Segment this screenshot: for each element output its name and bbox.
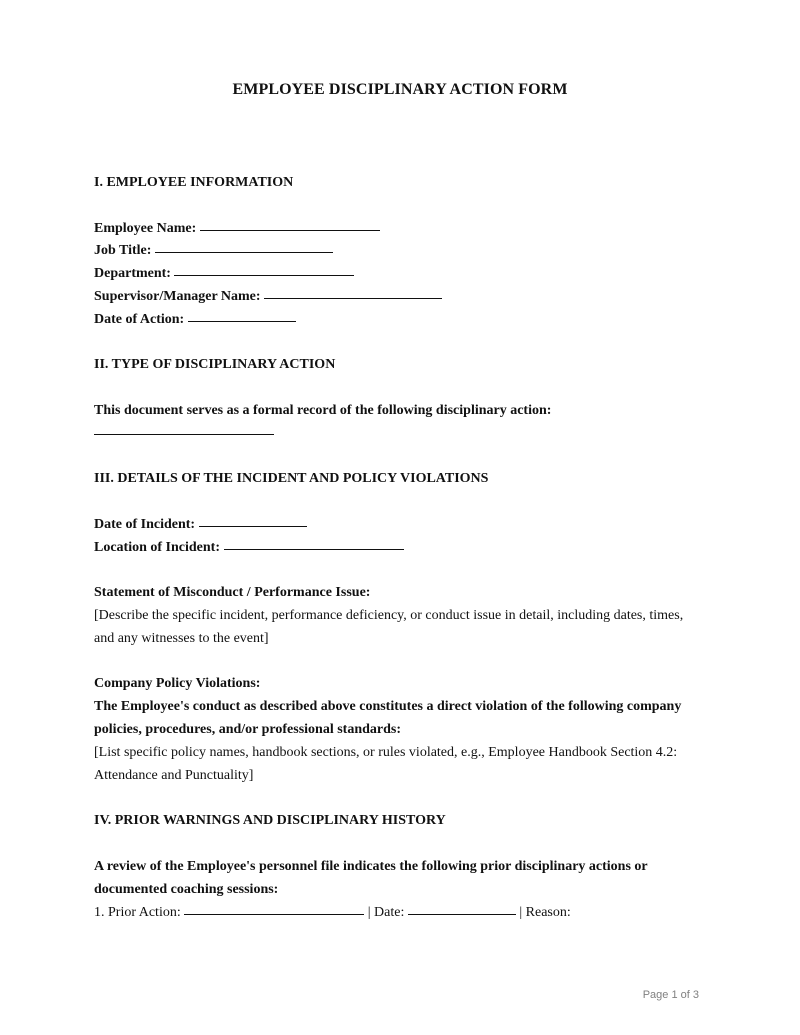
section-3-heading: III. DETAILS OF THE INCIDENT AND POLICY VIOLATIONS xyxy=(94,471,489,486)
policy-heading: Company Policy Violations: xyxy=(94,676,261,691)
employee-name-label: Employee Name: xyxy=(94,221,197,236)
employee-name-row xyxy=(94,220,380,238)
department-label: Department: xyxy=(94,266,171,281)
disciplinary-action-field[interactable] xyxy=(94,433,274,435)
date-of-action-field[interactable] xyxy=(188,320,296,322)
date-of-incident-field[interactable] xyxy=(199,525,307,527)
date-of-incident-label: Date of Incident: xyxy=(94,517,196,532)
prior-action-field[interactable] xyxy=(184,913,364,915)
prior-reason-label: | Reason: xyxy=(519,905,571,920)
policy-statement-line-2: policies, procedures, and/or professional standards: xyxy=(94,722,402,737)
prior-action-label: 1. Prior Action: xyxy=(94,905,181,920)
job-title-row xyxy=(94,242,333,260)
job-title-field[interactable] xyxy=(155,251,333,253)
department-row xyxy=(94,265,354,283)
job-title-label: Job Title: xyxy=(94,243,152,258)
location-of-incident-row xyxy=(94,539,404,557)
date-of-incident-row xyxy=(94,516,307,534)
misconduct-heading: Statement of Misconduct / Performance Issue: xyxy=(94,585,371,600)
supervisor-field[interactable] xyxy=(264,297,442,299)
form-title: EMPLOYEE DISCIPLINARY ACTION FORM xyxy=(232,81,568,98)
policy-text-line-2: Attendance and Punctuality] xyxy=(94,768,254,783)
location-of-incident-label: Location of Incident: xyxy=(94,540,220,555)
prior-action-row xyxy=(94,904,571,922)
review-line-2: documented coaching sessions: xyxy=(94,882,279,897)
date-of-action-row xyxy=(94,311,296,329)
location-of-incident-field[interactable] xyxy=(224,548,404,550)
misconduct-text-line-1: [Describe the specific incident, performance deficiency, or conduct issue in detail, including dates, times, xyxy=(94,608,684,623)
section-1-heading: I. EMPLOYEE INFORMATION xyxy=(94,175,294,190)
prior-date-field[interactable] xyxy=(408,913,516,915)
section-4-heading: IV. PRIOR WARNINGS AND DISCIPLINARY HISTORY xyxy=(94,813,446,828)
misconduct-text-line-2: and any witnesses to the event] xyxy=(94,631,269,646)
supervisor-row xyxy=(94,288,442,306)
prior-date-label: | Date: xyxy=(367,905,405,920)
disciplinary-action-row xyxy=(94,424,274,442)
supervisor-label: Supervisor/Manager Name: xyxy=(94,289,261,304)
department-field[interactable] xyxy=(174,274,354,276)
section-2-heading: II. TYPE OF DISCIPLINARY ACTION xyxy=(94,357,336,372)
employee-name-field[interactable] xyxy=(200,229,380,231)
date-of-action-label: Date of Action: xyxy=(94,312,185,327)
page-number: Page 1 of 3 xyxy=(642,989,699,1001)
review-line-1: A review of the Employee's personnel file indicates the following prior disciplinary actions or xyxy=(94,859,648,874)
policy-text-line-1: [List specific policy names, handbook sections, or rules violated, e.g., Employee Handbook Section 4.2: xyxy=(94,745,678,760)
disciplinary-statement: This document serves as a formal record of the following disciplinary action: xyxy=(94,403,552,418)
policy-statement-line-1: The Employee's conduct as described above constitutes a direct violation of the following company xyxy=(94,699,682,714)
